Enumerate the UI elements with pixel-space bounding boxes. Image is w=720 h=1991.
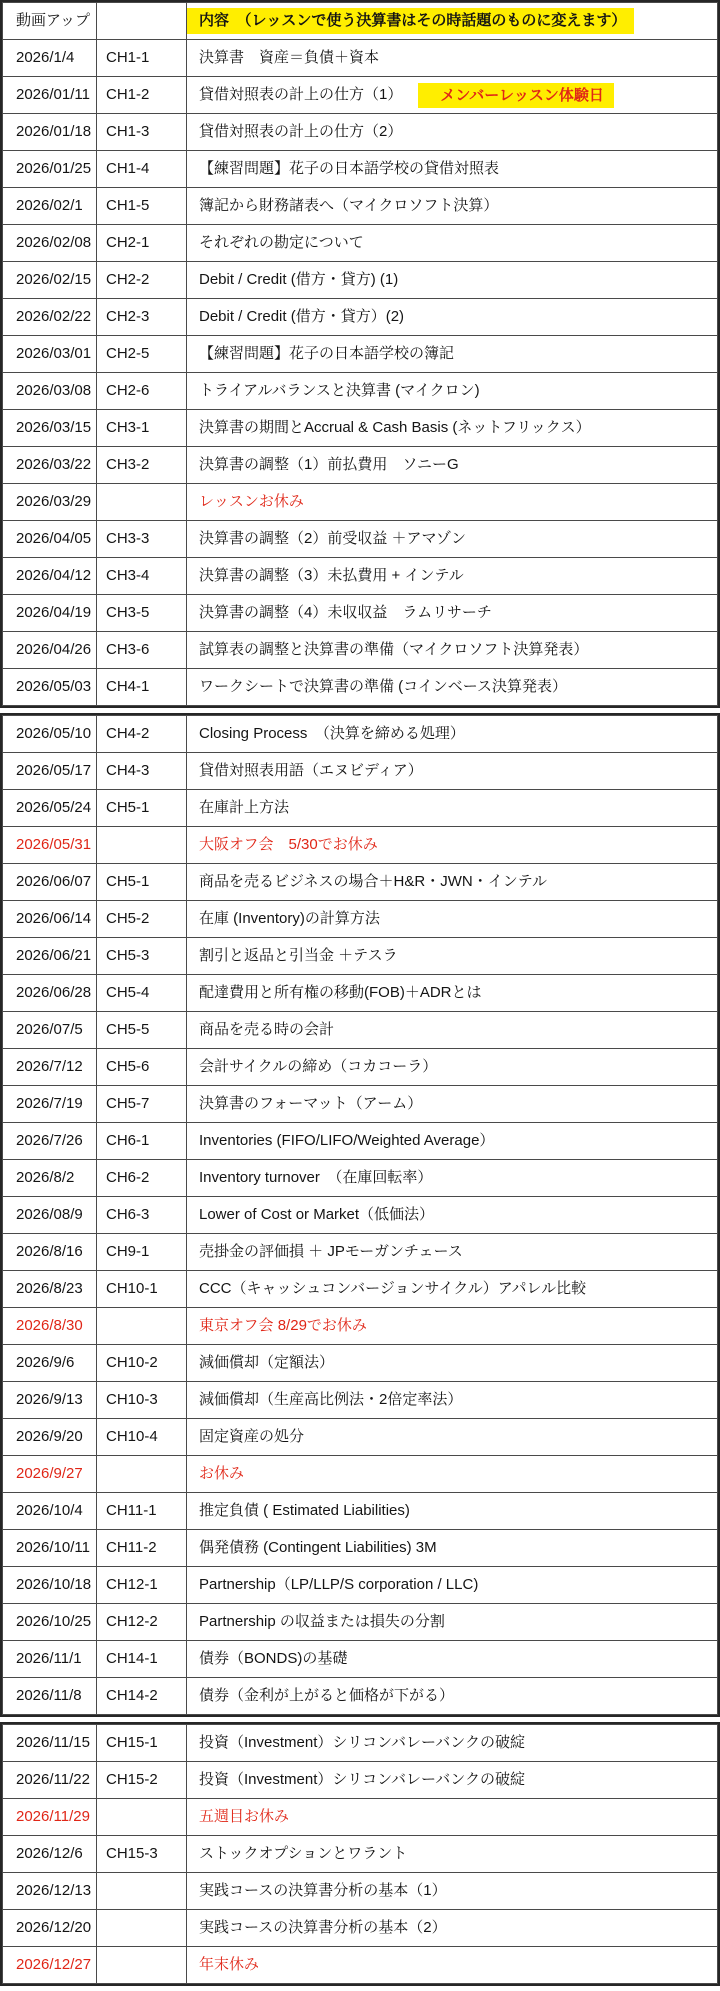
content-cell: Partnership（LP/LLP/S corporation / LLC) [187,1567,718,1604]
table-row [3,1345,718,1382]
chapter-cell: CH3-3 [97,521,187,558]
chapter-cell [97,1456,187,1493]
table-row [3,1456,718,1493]
content-cell: 在庫計上方法 [187,790,718,827]
date-cell: 2026/10/4 [3,1493,97,1530]
table-row [3,1604,718,1641]
date-cell: 2026/9/20 [3,1419,97,1456]
date-cell: 2026/11/15 [3,1725,97,1762]
content-cell: 減価償却（生産高比例法・2倍定率法） [187,1382,718,1419]
highlighted-note: メンバーレッスン体験日 [418,83,614,108]
table-row [3,1799,718,1836]
content-cell: 実践コースの決算書分析の基本（2） [187,1910,718,1947]
table-row [3,938,718,975]
date-cell: 2026/11/1 [3,1641,97,1678]
chapter-cell [97,827,187,864]
date-cell: 2026/06/14 [3,901,97,938]
table-row [3,1271,718,1308]
content-cell: Closing Process （決算を締める処理） [187,716,718,753]
chapter-cell: CH5-3 [97,938,187,975]
content-cell: CCC（キャッシュコンバージョンサイクル）アパレル比較 [187,1271,718,1308]
content-cell: 試算表の調整と決算書の準備（マイクロソフト決算発表） [187,632,718,669]
chapter-cell: CH6-3 [97,1197,187,1234]
content-cell: 会計サイクルの締め（コカコーラ） [187,1049,718,1086]
content-cell: 推定負債 ( Estimated Liabilities) [187,1493,718,1530]
content-cell: 決算書のフォーマット（アーム） [187,1086,718,1123]
content-cell: 東京オフ会 8/29でお休み [187,1308,718,1345]
chapter-cell: CH1-3 [97,114,187,151]
table-row [3,1530,718,1567]
date-cell: 2026/7/12 [3,1049,97,1086]
date-cell: 2026/03/08 [3,373,97,410]
table-row [3,1762,718,1799]
date-cell: 2026/11/8 [3,1678,97,1715]
table-row [3,1641,718,1678]
table-row [3,1197,718,1234]
schedule-grid [2,2,718,706]
chapter-cell: CH10-2 [97,1345,187,1382]
chapter-cell: CH5-1 [97,790,187,827]
table-row [3,410,718,447]
chapter-cell: CH4-3 [97,753,187,790]
date-cell: 2026/03/01 [3,336,97,373]
date-cell: 2026/01/18 [3,114,97,151]
date-cell: 2026/03/15 [3,410,97,447]
table-row [3,669,718,706]
date-cell: 2026/05/24 [3,790,97,827]
content-cell: 商品を売るビジネスの場合＋H&R・JWN・インテル [187,864,718,901]
table-row [3,1725,718,1762]
date-cell: 2026/06/21 [3,938,97,975]
chapter-cell: CH5-2 [97,901,187,938]
date-cell: 2026/06/28 [3,975,97,1012]
date-cell: 2026/8/2 [3,1160,97,1197]
table-row [3,901,718,938]
chapter-cell: CH4-1 [97,669,187,706]
date-cell: 2026/02/15 [3,262,97,299]
chapter-cell: CH3-6 [97,632,187,669]
table-row [3,262,718,299]
table-row [3,1012,718,1049]
chapter-cell: CH11-1 [97,1493,187,1530]
table-row [3,827,718,864]
table-row [3,1160,718,1197]
chapter-cell [97,1873,187,1910]
table-row [3,632,718,669]
date-cell: 2026/9/13 [3,1382,97,1419]
table-row [3,1910,718,1947]
chapter-cell: CH3-1 [97,410,187,447]
date-cell: 2026/08/9 [3,1197,97,1234]
chapter-cell: CH2-3 [97,299,187,336]
date-cell: 2026/7/26 [3,1123,97,1160]
content-cell: ストックオプションとワラント [187,1836,718,1873]
content-cell: 【練習問題】花子の日本語学校の貸借対照表 [187,151,718,188]
date-cell: 2026/04/05 [3,521,97,558]
date-cell: 2026/12/13 [3,1873,97,1910]
date-cell: 2026/05/17 [3,753,97,790]
date-cell: 2026/04/26 [3,632,97,669]
table-row [3,558,718,595]
chapter-cell: CH5-5 [97,1012,187,1049]
table-row [3,1086,718,1123]
chapter-cell: CH14-2 [97,1678,187,1715]
chapter-cell: CH5-1 [97,864,187,901]
content-cell: 貸借対照表の計上の仕方（2） [187,114,718,151]
content-cell: 偶発債務 (Contingent Liabilities) 3M [187,1530,718,1567]
chapter-cell: CH1-2 [97,77,187,114]
date-cell: 2026/07/5 [3,1012,97,1049]
chapter-cell: CH14-1 [97,1641,187,1678]
date-cell: 2026/12/27 [3,1947,97,1984]
chapter-cell: CH10-3 [97,1382,187,1419]
content-cell: お休み [187,1456,718,1493]
chapter-cell: CH2-5 [97,336,187,373]
chapter-cell: CH2-2 [97,262,187,299]
table-row [3,1873,718,1910]
date-cell: 2026/01/25 [3,151,97,188]
table-row [3,1836,718,1873]
chapter-cell: CH1-1 [97,40,187,77]
table-row [3,336,718,373]
date-cell: 2026/10/25 [3,1604,97,1641]
content-cell: Inventories (FIFO/LIFO/Weighted Average） [187,1123,718,1160]
table-row [3,1947,718,1984]
content-cell: 年末休み [187,1947,718,1984]
date-cell: 2026/04/19 [3,595,97,632]
content-cell: ワークシートで決算書の準備 (コインベース決算発表） [187,669,718,706]
chapter-cell: CH15-3 [97,1836,187,1873]
chapter-cell [97,1308,187,1345]
chapter-cell: CH5-4 [97,975,187,1012]
header-row [3,3,718,40]
table-row [3,114,718,151]
content-cell: 投資（Investment）シリコンバレーバンクの破綻 [187,1725,718,1762]
schedule-section [0,1722,720,1986]
content-cell: 決算書の調整（2）前受収益 ＋アマゾン [187,521,718,558]
date-cell: 2026/12/6 [3,1836,97,1873]
content-cell: 投資（Investment）シリコンバレーバンクの破綻 [187,1762,718,1799]
table-row [3,1382,718,1419]
date-cell: 2026/05/31 [3,827,97,864]
header-chapter-column [97,3,187,40]
content-cell: 配達費用と所有権の移動(FOB)＋ADRとは [187,975,718,1012]
date-cell: 2026/02/1 [3,188,97,225]
schedule-grid [2,715,718,1715]
chapter-cell: CH6-1 [97,1123,187,1160]
schedule-section [0,0,720,708]
date-cell: 2026/03/22 [3,447,97,484]
chapter-cell [97,1947,187,1984]
chapter-cell: CH5-6 [97,1049,187,1086]
chapter-cell: CH3-5 [97,595,187,632]
content-cell: レッスンお休み [187,484,718,521]
table-row [3,225,718,262]
content-cell: トライアルバランスと決算書 (マイクロン) [187,373,718,410]
table-row [3,716,718,753]
content-cell: 決算書の調整（3）未払費用 + インテル [187,558,718,595]
content-cell: 決算書の調整（4）未収収益 ラムリサーチ [187,595,718,632]
schedule-grid [2,1724,718,1984]
table-row [3,1567,718,1604]
date-cell: 2026/02/08 [3,225,97,262]
table-row [3,373,718,410]
chapter-cell [97,1910,187,1947]
chapter-cell: CH1-5 [97,188,187,225]
table-row [3,521,718,558]
content-cell: 決算書の調整（1）前払費用 ソニーG [187,447,718,484]
content-cell: 簿記から財務諸表へ（マイクロソフト決算） [187,188,718,225]
date-cell: 2026/10/18 [3,1567,97,1604]
content-cell: 決算書 資産＝負債＋資本 [187,40,718,77]
content-cell: 割引と返品と引当金 ＋テスラ [187,938,718,975]
content-cell: 貸借対照表の計上の仕方（1） メンバーレッスン体験日 [187,77,718,114]
chapter-cell: CH5-7 [97,1086,187,1123]
chapter-cell: CH2-6 [97,373,187,410]
content-cell: Debit / Credit (借方・貸方）(2) [187,299,718,336]
content-cell: 貸借対照表用語（エヌビディア） [187,753,718,790]
content-cell: それぞれの勘定について [187,225,718,262]
date-cell: 2026/02/22 [3,299,97,336]
date-cell: 2026/11/29 [3,1799,97,1836]
date-cell: 2026/11/22 [3,1762,97,1799]
chapter-cell [97,484,187,521]
header-date-column: 動画アップ [3,3,97,40]
chapter-cell: CH9-1 [97,1234,187,1271]
chapter-cell: CH10-1 [97,1271,187,1308]
content-cell: 債券（金利が上がると価格が下がる） [187,1678,718,1715]
date-cell: 2026/9/6 [3,1345,97,1382]
table-row [3,1308,718,1345]
table-row [3,188,718,225]
content-cell: 五週目お休み [187,1799,718,1836]
schedule-section [0,713,720,1717]
content-cell: 【練習問題】花子の日本語学校の簿記 [187,336,718,373]
chapter-cell: CH3-4 [97,558,187,595]
date-cell: 2026/12/20 [3,1910,97,1947]
date-cell: 2026/10/11 [3,1530,97,1567]
chapter-cell: CH6-2 [97,1160,187,1197]
content-cell: 商品を売る時の会計 [187,1012,718,1049]
date-cell: 2026/04/12 [3,558,97,595]
table-row [3,753,718,790]
content-cell: Debit / Credit (借方・貸方) (1) [187,262,718,299]
table-row [3,1049,718,1086]
date-cell: 2026/06/07 [3,864,97,901]
table-row [3,1234,718,1271]
date-cell: 2026/9/27 [3,1456,97,1493]
chapter-cell: CH12-1 [97,1567,187,1604]
table-row [3,1678,718,1715]
date-cell: 2026/03/29 [3,484,97,521]
date-cell: 2026/05/03 [3,669,97,706]
chapter-cell: CH2-1 [97,225,187,262]
content-cell: Partnership の収益または損失の分割 [187,1604,718,1641]
content-cell: Inventory turnover （在庫回転率） [187,1160,718,1197]
content-cell: 決算書の期間とAccrual & Cash Basis (ネットフリックス） [187,410,718,447]
chapter-cell: CH4-2 [97,716,187,753]
chapter-cell: CH3-2 [97,447,187,484]
date-cell: 2026/8/23 [3,1271,97,1308]
table-row [3,1419,718,1456]
table-row [3,864,718,901]
date-cell: 2026/01/11 [3,77,97,114]
date-cell: 2026/8/16 [3,1234,97,1271]
table-row [3,1493,718,1530]
table-row [3,1123,718,1160]
date-cell: 2026/8/30 [3,1308,97,1345]
date-cell: 2026/7/19 [3,1086,97,1123]
table-row [3,975,718,1012]
content-cell: 固定資産の処分 [187,1419,718,1456]
content-cell: 債券（BONDS)の基礎 [187,1641,718,1678]
content-cell: 大阪オフ会 5/30でお休み [187,827,718,864]
table-row [3,595,718,632]
content-cell: 減価償却（定額法） [187,1345,718,1382]
chapter-cell: CH1-4 [97,151,187,188]
header-content-column [187,3,718,40]
chapter-cell: CH12-2 [97,1604,187,1641]
date-cell: 2026/05/10 [3,716,97,753]
content-header-highlight: 内容 （レッスンで使う決算書はその時話題のものに変えます） [187,8,634,34]
table-row [3,790,718,827]
content-cell: Lower of Cost or Market（低価法） [187,1197,718,1234]
table-row [3,484,718,521]
table-row [3,151,718,188]
chapter-cell: CH10-4 [97,1419,187,1456]
chapter-cell [97,1799,187,1836]
table-row [3,299,718,336]
content-cell: 売掛金の評価損 ＋ JPモーガンチェース [187,1234,718,1271]
content-cell: 実践コースの決算書分析の基本（1） [187,1873,718,1910]
table-row [3,447,718,484]
content-cell: 在庫 (Inventory)の計算方法 [187,901,718,938]
table-row [3,40,718,77]
chapter-cell: CH11-2 [97,1530,187,1567]
date-cell: 2026/1/4 [3,40,97,77]
chapter-cell: CH15-1 [97,1725,187,1762]
chapter-cell: CH15-2 [97,1762,187,1799]
table-row [3,77,718,114]
